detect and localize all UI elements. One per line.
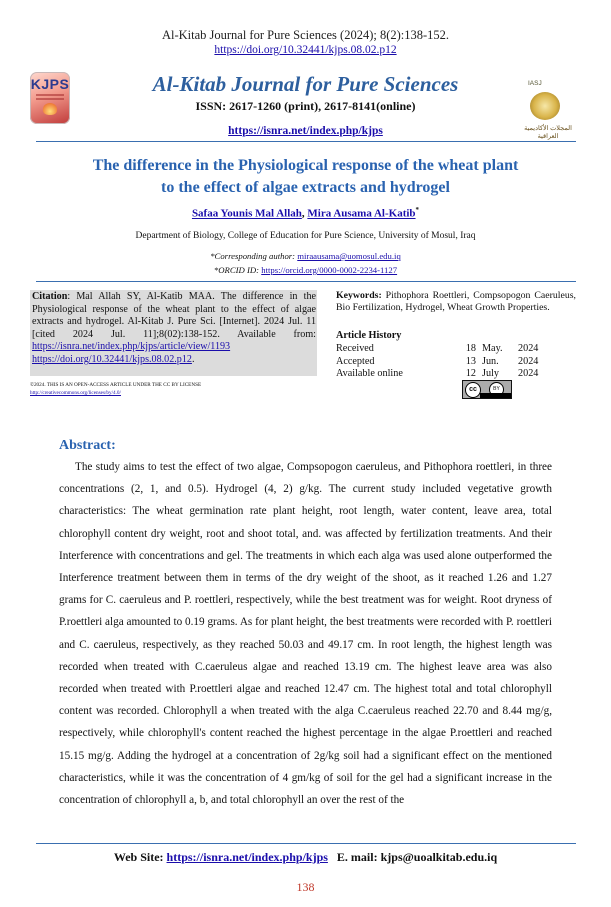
history-label: Received <box>336 343 374 354</box>
citation-end: . <box>191 353 195 365</box>
corresponding-author <box>0 251 611 261</box>
citation-text <box>32 291 316 367</box>
page-number: 138 <box>296 880 315 894</box>
keywords-label: Keywords: <box>336 290 382 301</box>
footer-contact <box>0 850 611 865</box>
cc-by-badge[interactable] <box>462 380 512 399</box>
iasj-logo-text: IASJ <box>528 80 542 87</box>
orcid-label: *ORCID ID: <box>213 265 262 275</box>
title-line-2: to the effect of algae extracts and hydrogel <box>161 179 450 196</box>
history-label: Accepted <box>336 356 375 367</box>
history-label: Available online <box>336 368 403 379</box>
author-1[interactable]: Safaa Younis Mal Allah <box>191 207 302 220</box>
iasj-caption: المجلات الأكاديمية العراقية <box>524 125 572 140</box>
history-year: 2024 <box>518 356 539 367</box>
journal-url-link[interactable]: https://isnra.net/index.php/kjps <box>228 125 383 137</box>
history-day: 18 <box>465 343 476 354</box>
author-2[interactable]: Mira Ausama Al-Katib <box>307 207 416 220</box>
abstract-heading: Abstract: <box>59 438 116 453</box>
journal-url <box>0 125 611 137</box>
history-day: 13 <box>465 356 476 367</box>
citation-body: : Mal Allah SY, Al-Katib MAA. The difference in the Physiological response of the wheat plant to the effect of algae extracts and hydrogel. Al-Kitab J. Pure Sci. [Internet]. 2024 Jul. 11 [cited 2024 Jul. 11];8(02):138-152. Available from: <box>32 291 316 340</box>
history-day: 12 <box>465 368 476 379</box>
website-link[interactable]: https://isnra.net/index.php/kjps <box>166 850 328 864</box>
author-separator: , <box>301 207 308 220</box>
history-year: 2024 <box>518 368 539 379</box>
cc-icon: cc <box>465 382 481 398</box>
citation-label: Citation <box>32 291 68 302</box>
orcid <box>0 265 611 275</box>
article-history-title: Article History <box>336 330 402 341</box>
abstract-body <box>59 434 552 811</box>
email-address[interactable]: kjps@uoalkitab.edu.iq <box>380 850 498 864</box>
orcid-link[interactable]: https://orcid.org/0000-0002-2234-1127 <box>261 265 398 275</box>
license-line: ©2024. THIS IS AN OPEN-ACCESS ARTICLE UNDER THE CC BY LICENSE <box>30 382 202 388</box>
history-year: 2024 <box>518 343 539 354</box>
license-link[interactable]: http://creativecommons.org/licenses/by/4.0/ <box>30 390 121 396</box>
history-month: Jun. <box>482 356 499 367</box>
history-month: July <box>482 368 499 379</box>
doi-link[interactable]: https://doi.org/10.32441/kjps.08.02.p12 <box>214 44 397 56</box>
citation-doi[interactable]: https://doi.org/10.32441/kjps.08.02.p12 <box>32 353 192 365</box>
author-2-mark: * <box>415 206 420 214</box>
corresponding-email[interactable]: miraausama@uomosul.edu.iq <box>297 251 401 261</box>
keywords-text: Pithophora Roettleri, Compsopogon Caeruleus, Bio Fertilization, Hydrogel, Wheat Growth Properties. <box>336 290 576 313</box>
by-icon: BY <box>489 382 504 397</box>
website-label: Web Site: <box>113 850 167 864</box>
journal-name: Al-Kitab Journal for Pure Sciences <box>152 72 459 96</box>
abstract-text: The study aims to test the effect of two algae, Compsopogon caeruleus, and Pithophora roettleri, in three concentrations (2, 1, and 0.5). Hydrogel (4, 2) g/kg. The current study included vegetative growth characteristics: The wheat germination rate plant height, root length, water content, leave area, total chlorophyll content dry weight, root and shoot total, and. was affected by fertilization treatments. And their Interference with concentrations and gel. The treatments in which each alga was used alone outperformed the Interference treatment between them in terms of the dry weight of the shoot, as it reached 1.26 and 1.27 grams for C. caeruleus and P. roettleri, respectively, while the best treatment was for weight. Root dryness of P.roettleri alga amounted to 0.19 grams. As for plant height, the best treatments were recorded with P. roettleri and C. caeruleus, respectively, as they reached 50.03 and 49.17 cm. In root length, the highest length was recorded when treated with C.caeruleus algae and reached 13.19 cm. The highest leave area was also recorded when treated with P.roettleri algae and reached 12.47 cm. The highest total and total chlorophyll content was recorded. Chlorophyll a when treated with the alga C.caeruleus reached 22.70 and 8.44 mg/g, respectively, while chlorophyll's content reached the highest percentage in the algae P.roettleri and reached 15.15 mg/g. Adding the hydrogel at a concentration of 2g/kg soil had a significant effect on the mentioned characteristics, while it was the concentration of 4 gm/kg of soil for the gel had a significant increase in the concentration of chlorophyll a, b, and total chlorophyll an over the rest of the <box>59 461 552 807</box>
header-divider <box>36 141 576 142</box>
article-title <box>0 155 611 199</box>
license-notice <box>30 381 201 397</box>
email-label: E. mail: <box>336 850 381 864</box>
keywords <box>336 290 576 313</box>
journal-issn: ISSN: 2617-1260 (print), 2617-8141(online) <box>195 99 416 113</box>
author-list <box>0 206 611 220</box>
journal-logo-text: KJPS <box>30 76 70 92</box>
history-month: May. <box>482 343 503 354</box>
running-citation: Al-Kitab Journal for Pure Sciences (2024); 8(2):138-152. <box>161 28 450 42</box>
title-line-1: The difference in the Physiological response of the wheat plant <box>92 157 519 174</box>
corresponding-label: *Corresponding author: <box>210 251 298 261</box>
meta-divider <box>36 281 576 282</box>
citation-url[interactable]: https://isnra.net/index.php/kjps/article/view/1193 <box>32 341 231 353</box>
footer-divider <box>36 843 576 844</box>
affiliation: Department of Biology, College of Education for Pure Science, University of Mosul, Iraq <box>135 231 476 241</box>
running-doi <box>0 44 611 56</box>
